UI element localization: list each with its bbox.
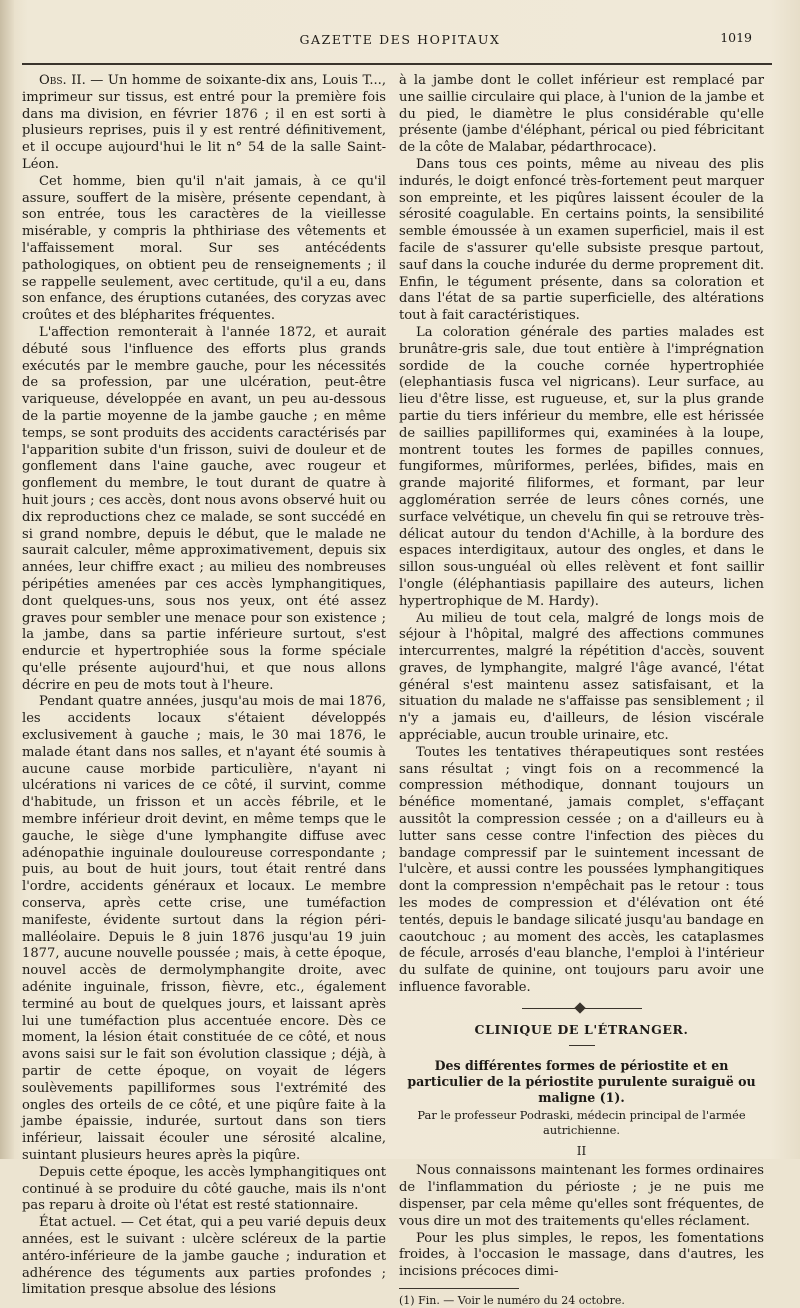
section-title: CLINIQUE DE L'ÉTRANGER. [474,1021,689,1037]
paragraph: La coloration générale des parties malades est brunâtre-gris sale, due tout entière à l'imprégnation sordide de la couche cornée hypertrophiée (elephantiasis fusca vel nigricans). Leur surface, au lieu d'être lisse, est rugueuse, et, sur la plus grande partie du tiers inférieur du membre, elle est hérissée de saillies papilliformes qui, examinées à la loupe, montrent toutes les formes de papilles connues, fungiformes, mûriformes, perlées, bifides, mais en grande majorité filiformes, et formant, par leur agglomération serrée de leurs cônes cornés, une surface velvétique, un chevelu fin qui se retrouve très-délicat autour du tendon d'Achille, à la bordure des espaces interdigitaux, autour des ongles, et dans le sillon sous-unguéal où elles relèvent et font saillir l'ongle (éléphantiasis papillaire des auteurs, lichen hypertrophique de M. Hardy). [399,324,764,609]
paragraph-text: — Un homme de soixante-dix ans, Louis T..., imprimeur sur tissus, est entré pour la première fois dans ma division, en février 1876 ; il en est sorti à plusieurs reprises, puis il y est rentré définitivement, et il occupe aujourd'hui le lit n° 54 de la salle Saint-Léon. [22,73,386,172]
paragraph: à la jambe dont le collet inférieur est remplacé par une saillie circulaire qui place, à l'union de la jambe et du pied, le diamètre le plus considérable qu'elle présente (jambe d'éléphant, pérical ou pied fébricitant de la côte de Malabar, pédarthrocace). [399,73,764,156]
right-column [399,73,764,1308]
separator-ornament [574,1002,585,1013]
paragraph [22,73,386,174]
header-rule [22,63,772,65]
paragraph: Nous connaissons maintenant les formes ordinaires de l'inflammation du périoste ; je ne puis me dispenser, par cela même qu'elles sont fréquentes, de vous dire un mot des traitements qu'elles réclament. [399,1163,764,1229]
footnote-rule [399,1288,519,1289]
footnote: (1) Fin. — Voir le numéro du 24 octobre. [399,1294,625,1307]
obs-label: Obs. II. [39,73,86,88]
paragraph: Cet homme, bien qu'il n'ait jamais, à ce qu'il assure, souffert de la misère, présente cependant, à son entrée, tous les caractères de la vieillesse misérable, y compris la phthiriase des vêtements et l'affaissement moral. Sur ses antécédents pathologiques, on obtient peu de renseignements ; il se rappelle seulement, avec certitude, qu'il a eu, dans son enfance, des éruptions cutanées, des coryzas avec croûtes et des blépharites fréquentes. [22,173,386,324]
left-column [22,73,386,1299]
page-number: 1019 [720,30,752,45]
journal-title: GAZETTE DES HOPITAUX [299,32,501,47]
short-rule [569,1045,595,1046]
paragraph: Toutes les tentatives thérapeutiques sont restées sans résultat ; vingt fois on a recommencé la compression méthodique, donnant toujours un bénéfice momentané, jamais complet, s'effaçant aussitôt la compression cessée ; on a d'ailleurs eu à lutter sans cesse contre l'infection des pièces du bandage compressif par le suintement incessant de l'ulcère, et aussi contre les poussées lymphangitiques dont la compression n'empêchait pas le retour : tous les modes de compression et d'élévation ont été tentés, depuis le bandage silicaté jusqu'au bandage en caoutchouc ; au moment des accès, les cataplasmes de fécule, arrosés d'eau blanche, l'emploi à l'intérieur du sulfate de quinine, ont toujours paru avoir une influence favorable. [399,744,764,996]
paragraph: Depuis cette époque, les accès lymphangitiques ont continué à se produire du côté gauche, mais ils n'ont pas reparu à droite où l'état est resté stationnaire. [22,1164,386,1214]
paragraph: Pendant quatre années, jusqu'au mois de mai 1876, les accidents locaux s'étaient développés exclusivement à gauche ; mais, le 30 mai 1876, le malade étant dans nos salles, et n'ayant été soumis à aucune cause morbide particulière, n'ayant ni ulcérations ni varices de ce côté, il survint, comme d'habitude, un frisson et un accès fébrile, et le membre inférieur droit devint, en même temps que le gauche, le siège d'une lymphangite diffuse avec adénopathie inguinale douloureuse correspondante ; puis, au bout de huit jours, tout était rentré dans l'ordre, accidents généraux et locaux. Le membre conserva, après cette crise, une tuméfaction manifeste, évidente surtout dans la région péri-malléolaire. Depuis le 8 juin 1876 jusqu'au 19 juin 1877, aucune nouvelle poussée ; mais, à cette époque, nouvel accès de dermolymphangite droite, avec adénite inguinale, frisson, fièvre, etc., également terminé au bout de quelques jours, et laissant après lui une tuméfaction plus accentuée encore. Dès ce moment, la lésion était constituée de ce côté, et nous avons saisi sur le fait son évolution classique ; déjà, à partir de cette époque, on voyait de légers soulèvements papilliformes sous l'extrémité des ongles des orteils de ce côté, et une piqûre faite à la jambe épaissie, indurée, surtout dans son tiers inférieur, laissait écouler une sérosité alcaline, suintant plusieurs heures après la piqûre. [22,694,386,1163]
section-separator [522,1008,642,1013]
paragraph: Pour les plus simples, le repos, les fomentations froides, à l'occasion le massage, dans d'autres, les incisions précoces dimi- [399,1230,764,1280]
page-header [0,28,800,50]
byline: Par le professeur Podraski, médecin principal de l'armée autrichienne. [417,1107,746,1137]
section-number: II [576,1143,587,1158]
paragraph: État actuel. — Cet état, qui a peu varié depuis deux années, est le suivant : ulcère scléreux de la partie antéro-inférieure de la jambe gauche ; induration et adhérence des téguments aux parties profondes ; limitation presque absolue des lésions [22,1215,386,1298]
page-binding-edge [0,0,14,1159]
paragraph: Au milieu de tout cela, malgré de longs mois de séjour à l'hôpital, malgré des affections communes intercurrentes, malgré la répétition d'accès, souvent graves, de lymphangite, malgré l'âge avancé, l'état général s'est maintenu assez satisfaisant, et la situation du malade ne s'affaisse pas sensiblement ; il n'y a jamais eu, d'ailleurs, de lésion viscérale appréciable, aucun trouble urinaire, etc. [399,610,764,744]
paragraph: Dans tous ces points, même au niveau des plis indurés, le doigt enfoncé très-fortement peut marquer son empreinte, et les piqûres laissent écouler de la sérosité coagulable. En certains points, la sensibilité semble émoussée à un examen superficiel, mais il est facile de s'assurer qu'elle subsiste presque partout, sauf dans la couche indurée du derme proprement dit. Enfin, le tégument présente, dans sa coloration et dans l'état de sa partie superficielle, des altérations tout à fait caractéristiques. [399,156,764,324]
paragraph: L'affection remonterait à l'année 1872, et aurait débuté sous l'influence des efforts plus grands exécutés par le membre gauche, pour les nécessités de sa profession, par une ulcération, peut-être variqueuse, développée en avant, un peu au-dessous de la partie moyenne de la jambe gauche ; en même temps, se sont produits des accidents caractérisés par l'apparition subite d'un frisson, suivi de douleur et de gonflement dans l'aine gauche, avec rougeur et gonflement du membre, le tout durant de quatre à huit jours ; ces accès, dont nous avons observé huit ou dix reproductions chez ce malade, se sont succédé en si grand nombre, depuis le début, que le malade ne saurait calculer, même approximativement, depuis six années, leur chiffre exact ; au milieu des nombreuses péripéties amenées par ces accès lymphangitiques, dont quelques-uns, sous nos yeux, ont été assez graves pour sembler une menace pour son existence ; la jambe, dans sa partie inférieure surtout, s'est endurcie et hypertrophiée sous la forme spéciale qu'elle présente aujourd'hui, et que nous allons décrire en peu de mots tout à l'heure. [22,324,386,693]
article-title: Des différentes formes de périostite et en particulier de la périostite purulente suraiguë ou maligne (1). [407,1057,756,1105]
